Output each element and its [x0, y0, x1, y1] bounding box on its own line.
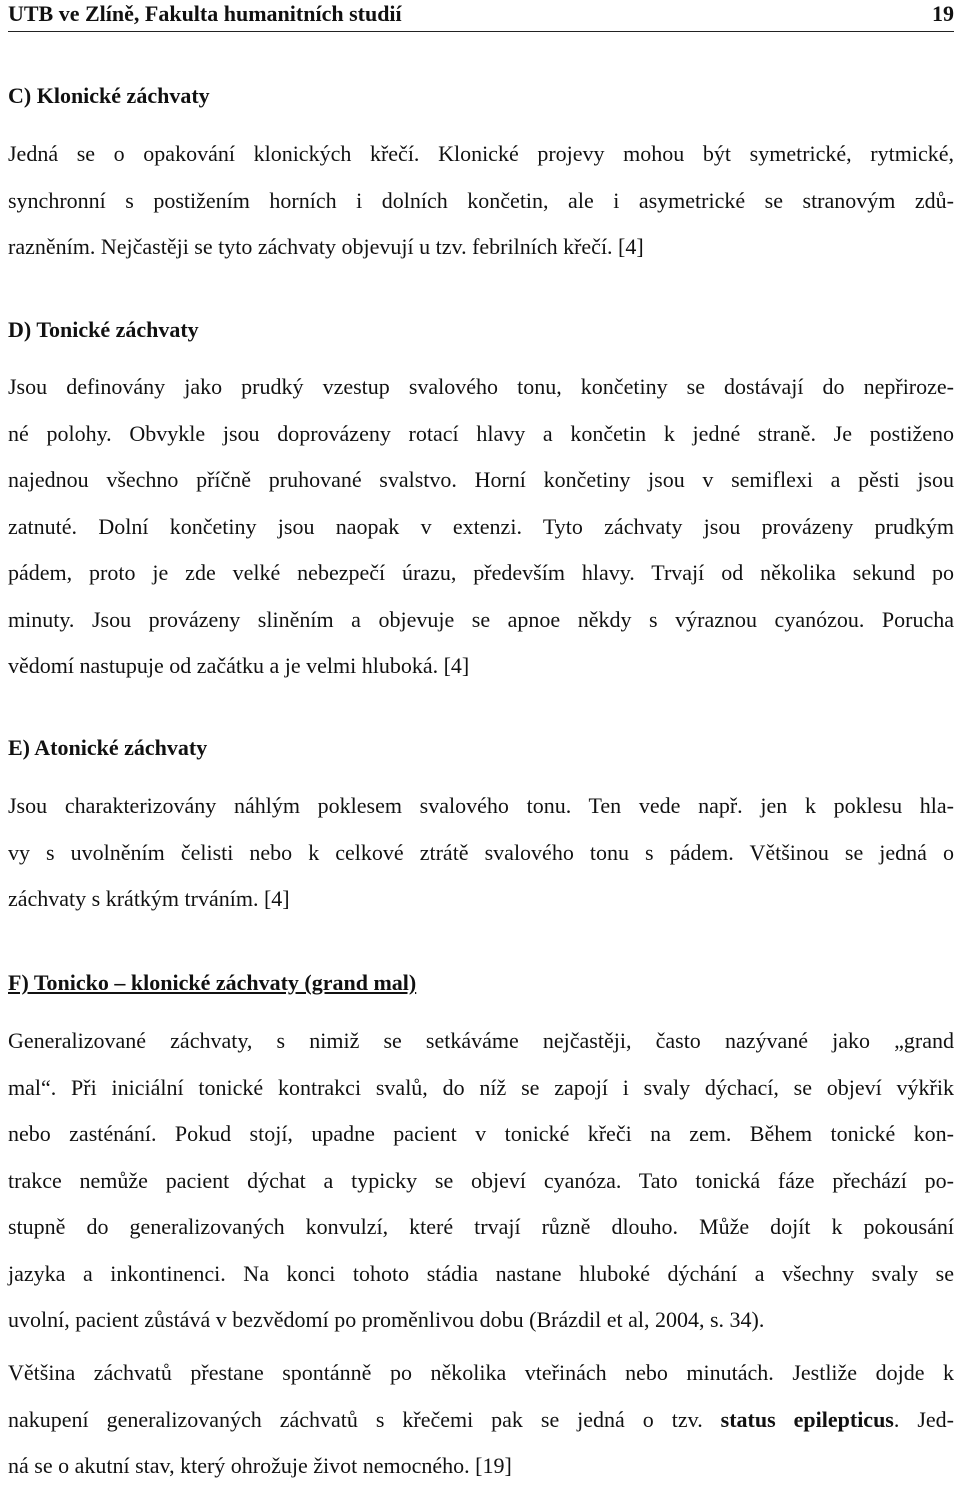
status-epilepticus-term: status epilepticus	[720, 1406, 894, 1432]
text-line: stupně do generalizovaných konvulzí, které trvají různě dlouho. Může dojít k pokousání	[8, 1214, 954, 1239]
text-run: nakupení generalizovaných záchvatů s křečemi pak se jedná o tzv.	[8, 1406, 721, 1432]
text-line: razněním. Nejčastěji se tyto záchvaty objevují u tzv. febrilních křečí. [4]	[8, 234, 644, 259]
text-line: vědomí nastupuje od začátku a je velmi hluboká. [4]	[8, 653, 470, 678]
text-line: jazyka a inkontinenci. Na konci tohoto stádia nastane hluboké dýchání a všechny svaly se	[8, 1260, 954, 1286]
text-line: synchronní s postižením horních i dolních končetin, ale i asymetrické se stranovým zdů-	[8, 187, 954, 213]
heading-c: C) Klonické záchvaty	[8, 83, 210, 108]
paragraph-f	[8, 1018, 954, 1344]
text-line: uvolní, pacient zůstává v bezvědomí po proměnlivou dobu (Brázdil et al, 2004, s. 34).	[8, 1307, 765, 1332]
page-number: 19	[932, 1, 954, 26]
text-line: Generalizované záchvaty, s nimiž se setkáváme nejčastěji, často nazývané jako „grand	[8, 1028, 954, 1053]
paragraph-d	[8, 364, 954, 690]
paragraph-e	[8, 783, 954, 923]
paragraph-f-final	[8, 1350, 954, 1490]
text-line: mal“. Při iniciální tonické kontrakci svalů, do níž se zapojí i svaly dýchací, se objeví výkřik	[8, 1074, 954, 1100]
text-line: vy s uvolněním čelisti nebo k celkové ztrátě svalového tonu s pádem. Většinou se jedná o	[8, 839, 954, 865]
text-line: nebo zasténání. Pokud stojí, upadne pacient v tonické křeči na zem. Během tonické kon-	[8, 1121, 954, 1146]
text-line: ná se o akutní stav, který ohrožuje život nemocného. [19]	[8, 1453, 512, 1478]
paragraph-c	[8, 131, 954, 271]
text-line	[8, 1397, 954, 1444]
heading-d: D) Tonické záchvaty	[8, 317, 199, 342]
text-line: minuty. Jsou provázeny sliněním a objevuje se apnoe někdy s výraznou cyanózou. Porucha	[8, 606, 954, 632]
text-line: zatnuté. Dolní končetiny jsou naopak v extenzi. Tyto záchvaty jsou provázeny prudkým	[8, 513, 954, 539]
text-line: né polohy. Obvykle jsou doprovázeny rotací hlavy a končetin k jedné straně. Je postiženo	[8, 420, 954, 446]
header-rule	[8, 31, 954, 32]
header-title: UTB ve Zlíně, Fakulta humanitních studií	[8, 1, 402, 26]
text-line: trakce nemůže pacient dýchat a typicky se objeví cyanóza. Tato tonická fáze přechází po-	[8, 1167, 954, 1193]
text-run: . Jed-	[893, 1406, 954, 1432]
page-header	[8, 0, 954, 34]
heading-f: F) Tonicko – klonické záchvaty (grand mal)	[8, 970, 417, 995]
text-line: záchvaty s krátkým trváním. [4]	[8, 886, 290, 911]
text-line: Jsou charakterizovány náhlým poklesem svalového tonu. Ten vede např. jen k poklesu hla-	[8, 793, 954, 818]
text-line: Jsou definovány jako prudký vzestup svalového tonu, končetiny se dostávají do nepřiroze-	[8, 374, 954, 399]
document-page	[8, 0, 954, 1478]
text-line: Jedná se o opakování klonických křečí. Klonické projevy mohou být symetrické, rytmické,	[8, 141, 954, 166]
text-line: pádem, proto je zde velké nebezpečí úrazu, především hlavy. Trvají od několika sekund po	[8, 560, 954, 585]
heading-e: E) Atonické záchvaty	[8, 735, 208, 760]
text-line: najednou všechno příčně pruhované svalstvo. Horní končetiny jsou v semiflexi a pěsti jsou	[8, 467, 954, 492]
text-line: Většina záchvatů přestane spontánně po několika vteřinách nebo minutách. Jestliže dojde k	[8, 1360, 954, 1385]
